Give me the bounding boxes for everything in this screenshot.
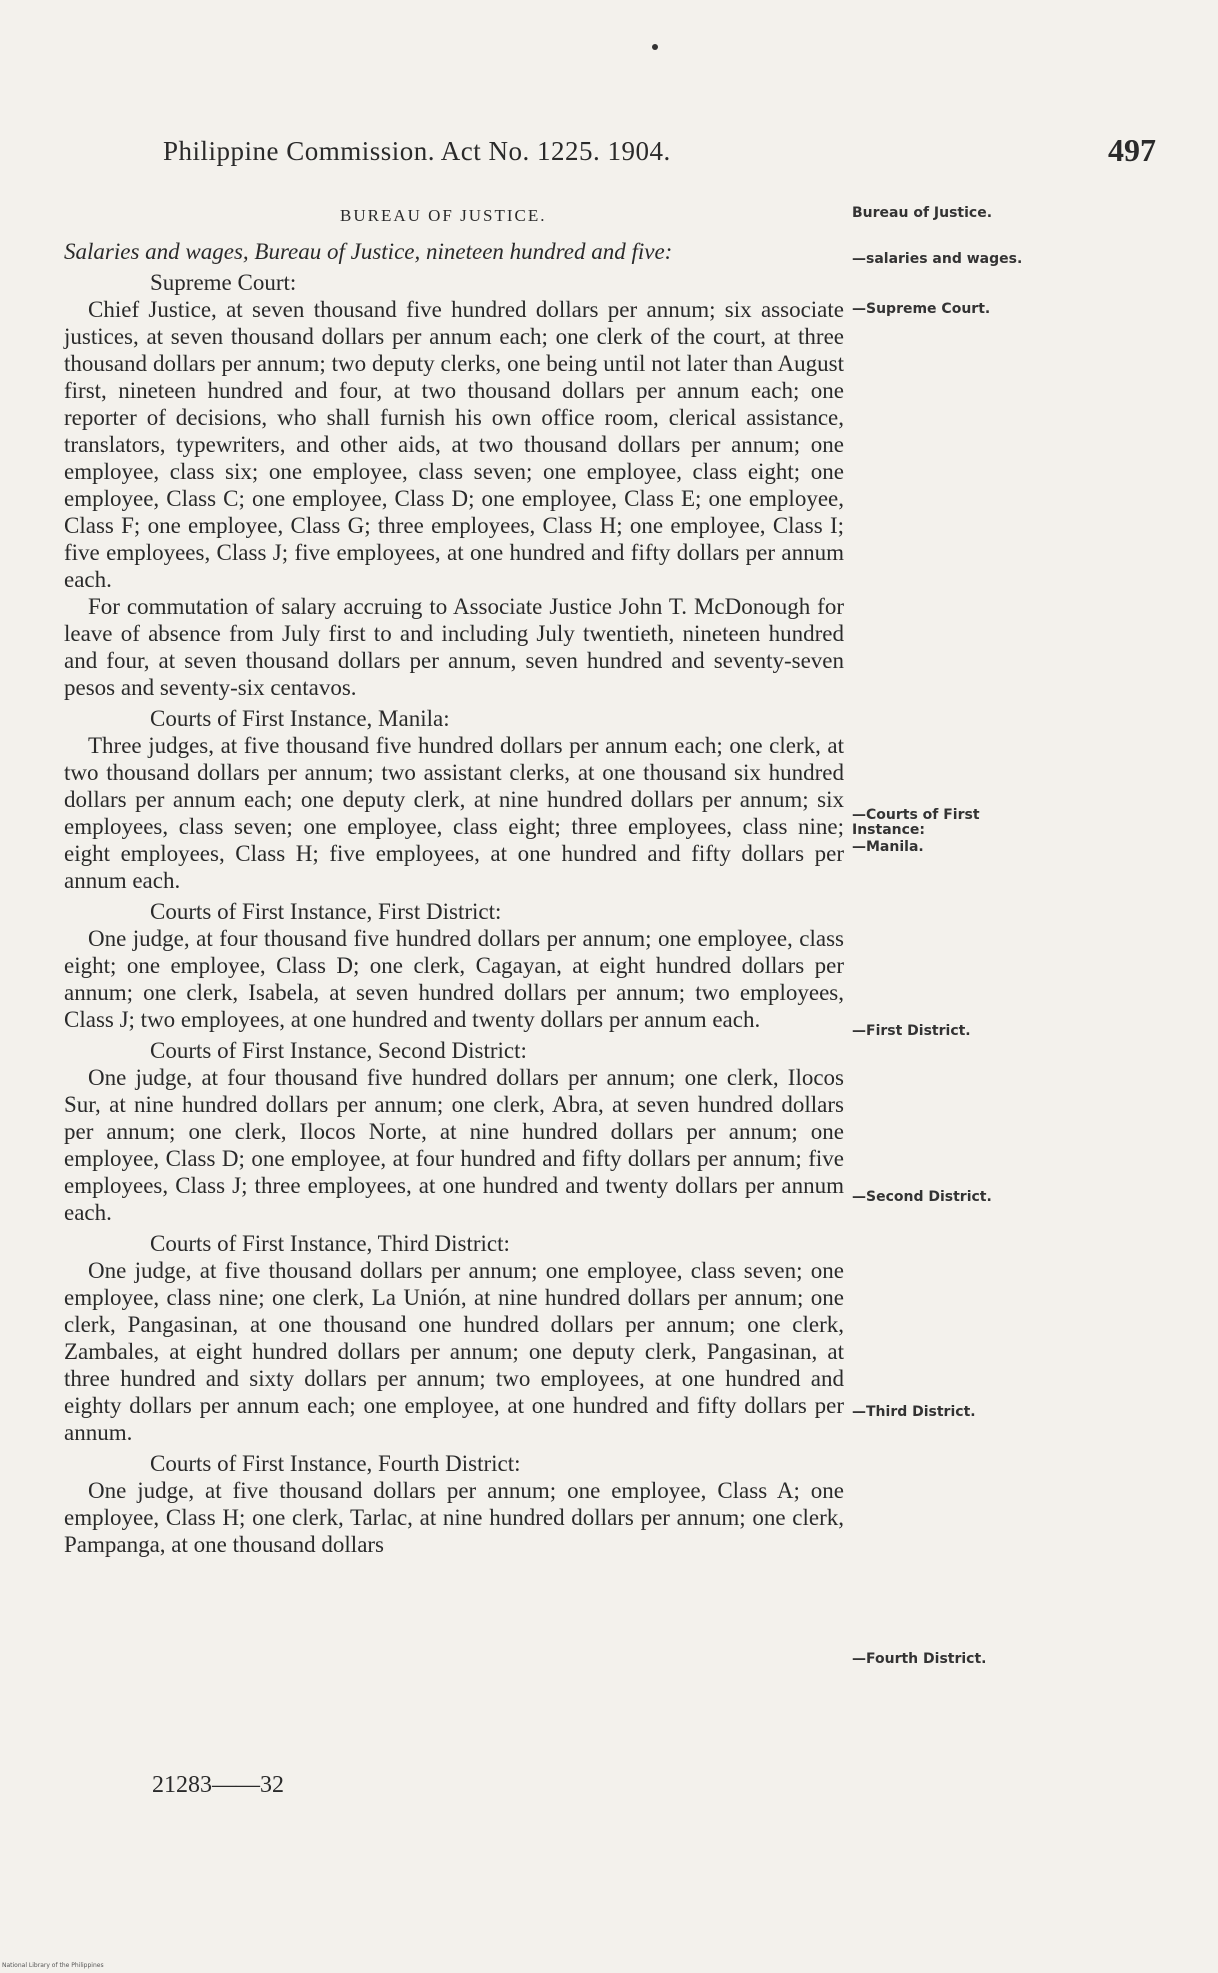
margin-note-salaries: —salaries and wages.: [852, 251, 1023, 267]
page-number: 497: [1108, 132, 1156, 168]
margin-note-fourth-district: —Fourth District.: [852, 1651, 987, 1667]
margin-note-supreme-court: —Supreme Court.: [852, 301, 991, 317]
margin-note-bureau: Bureau of Justice.: [852, 205, 993, 221]
heading-manila: Courts of First Instance, Manila:: [150, 706, 450, 731]
heading-supreme-court: Supreme Court:: [150, 270, 297, 295]
paragraph: For commutation of salary accruing to Associate Justice John T. McDonough for leave of absence from July first to and including July twentieth, nineteen hundred and four, at seven thousand dollars per annum, seven hundred and seventy-seven pesos and seventy-six centavos.: [64, 594, 844, 700]
library-note: National Library of the Philippines: [2, 1962, 104, 1969]
margin-note-courts-first-instance: —Courts of First Instance:: [852, 807, 980, 838]
section-title: BUREAU OF JUSTICE.: [340, 206, 547, 225]
intro-text: Salaries and wages, Bureau of Justice, nineteen hundred and five:: [64, 239, 673, 264]
paragraph: One judge, at four thousand five hundred dollars per annum; one employee, class eight; one employee, Class D; one clerk, Cagayan, at eight hundred dollars per annum; one clerk, Isabela, at seven hundred dollars per annum; two employees, Class J; two employees, at one hundred and twenty dollars per annum each.: [64, 926, 844, 1032]
heading-second-district: Courts of First Instance, Second District:: [150, 1038, 527, 1063]
margin-note-first-district: —First District.: [852, 1023, 971, 1039]
paragraph: Three judges, at five thousand five hundred dollars per annum each; one clerk, at two thousand dollars per annum; two assistant clerks, at one thousand six hundred dollars per annum each; one deputy clerk, at nine hundred dollars per annum; six employees, class seven; one employee, class eight; three employees, class nine; eight employees, Class H; five employees, at one hundred and fifty dollars per annum each.: [64, 733, 844, 893]
main-text: [64, 238, 844, 1558]
signature-mark: 21283——32: [152, 1772, 284, 1798]
ink-dot: [652, 44, 658, 50]
paragraph: One judge, at five thousand dollars per annum; one employee, Class A; one employee, Class H; one clerk, Tarlac, at nine hundred dollars per annum; one clerk, Pampanga, at one thousand dollars: [64, 1478, 844, 1557]
heading-first-district: Courts of First Instance, First District:: [150, 899, 502, 924]
margin-note-third-district: —Third District.: [852, 1404, 976, 1420]
margin-note-second-district: —Second District.: [852, 1189, 992, 1205]
margin-note-manila: —Manila.: [852, 839, 924, 855]
paragraph: One judge, at four thousand five hundred dollars per annum; one clerk, Ilocos Sur, at nine hundred dollars per annum; one clerk, Abra, at seven hundred dollars per annum; one clerk, Ilocos Norte, at nine hundred dollars per annum; one employee, Class D; one employee, at four hundred and fifty dollars per annum; five employees, Class J; three employees, at one hundred and twenty dollars per annum each.: [64, 1065, 844, 1225]
paragraph: One judge, at five thousand dollars per annum; one employee, class seven; one employee, class nine; one clerk, La Unión, at nine hundred dollars per annum; one clerk, Pangasinan, at one thousand one hundred dollars per annum; one clerk, Zambales, at eight hundred dollars per annum; one deputy clerk, Pangasinan, at three hundred and sixty dollars per annum; two employees, at one hundred and eighty dollars per annum each; one employee, at one hundred and fifty dollars per annum.: [64, 1258, 844, 1445]
heading-fourth-district: Courts of First Instance, Fourth District:: [150, 1451, 521, 1476]
paragraph: Chief Justice, at seven thousand five hundred dollars per annum; six associate justices, at seven thousand dollars per annum each; one clerk of the court, at three thousand dollars per annum; two deputy clerks, one being until not later than August first, nineteen hundred and four, at two thousand dollars per annum each; one reporter of decisions, who shall furnish his own office room, clerical assistance, translators, typewriters, and other aids, at two thousand dollars per annum; one employee, class six; one employee, class seven; one employee, class eight; one employee, Class C; one employee, Class D; one employee, Class E; one employee, Class F; one employee, Class G; three employees, Class H; one employee, Class I; five employees, Class J; five employees, at one hundred and fifty dollars per annum each.: [64, 297, 844, 592]
running-head: Philippine Commission. Act No. 1225. 1904.: [163, 136, 671, 166]
heading-third-district: Courts of First Instance, Third District:: [150, 1231, 510, 1256]
